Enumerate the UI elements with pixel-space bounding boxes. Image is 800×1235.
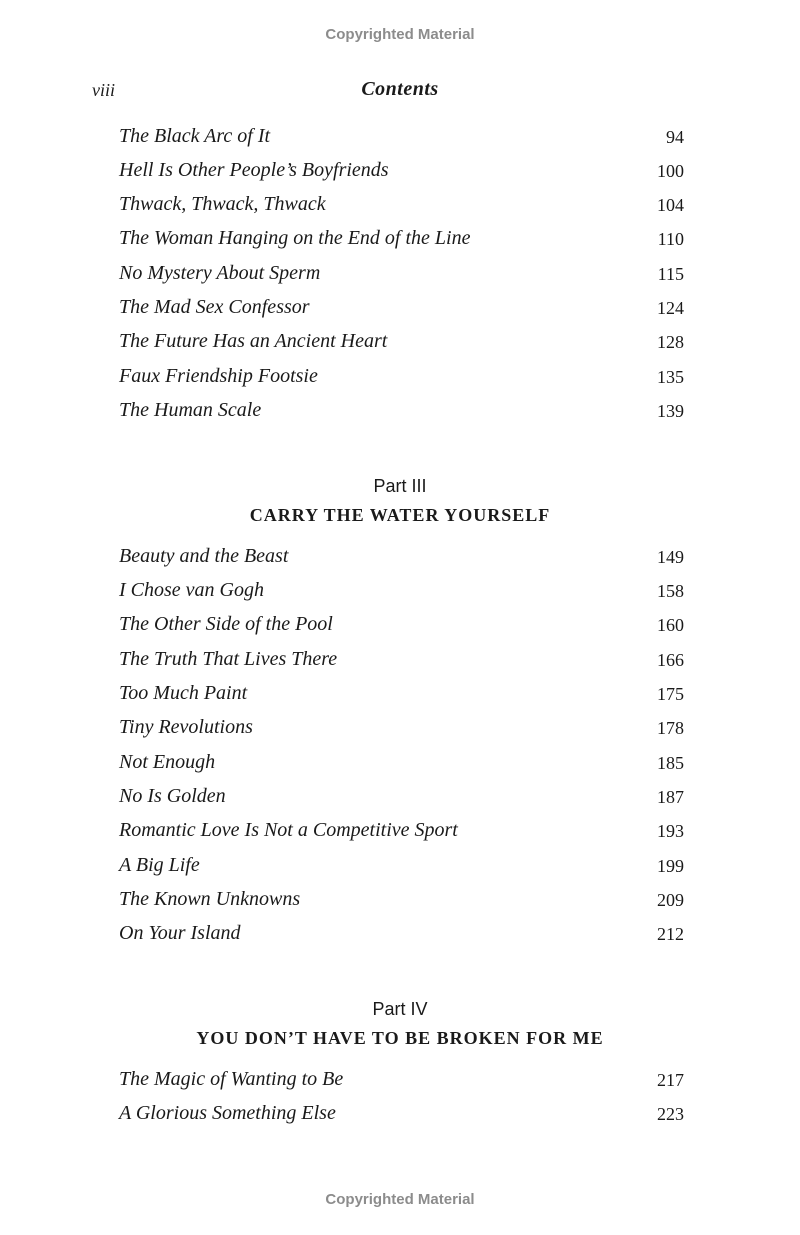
toc-entry-page: 139 — [657, 401, 684, 421]
part-label: Part III — [373, 476, 427, 496]
toc-entry — [119, 682, 684, 712]
running-head: Contents — [361, 78, 439, 100]
toc-entry-title: The Black Arc of It — [119, 125, 271, 147]
toc-entry-title: On Your Island — [119, 922, 241, 944]
toc-entry-page: 115 — [657, 264, 684, 284]
toc-entry-page: 104 — [657, 195, 684, 215]
toc-entry-title: Not Enough — [119, 751, 216, 773]
toc-entry-page: 178 — [657, 718, 684, 738]
toc-entry-title: The Known Unknowns — [119, 888, 301, 910]
toc-entry — [119, 819, 684, 849]
toc-entry-page: 209 — [657, 890, 684, 910]
toc-entry — [119, 888, 684, 918]
toc-entry-page: 128 — [657, 332, 684, 352]
toc-entry-page: 212 — [657, 924, 684, 944]
toc-entry — [119, 648, 684, 678]
toc-entry-title: A Glorious Something Else — [119, 1102, 336, 1124]
toc-entry — [119, 854, 684, 884]
toc-entry — [119, 193, 684, 223]
toc-entry-page: 110 — [657, 229, 684, 249]
toc-entry-page: 175 — [657, 684, 684, 704]
toc-entry-title: Hell Is Other People’s Boyfriends — [119, 159, 389, 181]
toc-entry — [119, 330, 684, 360]
page-number-folio: viii — [92, 80, 115, 100]
toc-entry-title: The Woman Hanging on the End of the Line — [119, 227, 471, 249]
toc-entry-page: 217 — [657, 1070, 684, 1090]
toc-entry-page: 94 — [666, 127, 684, 147]
toc-entry-page: 187 — [657, 787, 684, 807]
toc-entry — [119, 227, 684, 257]
copyright-watermark-top: Copyrighted Material — [325, 26, 475, 43]
toc-entry-page: 158 — [657, 581, 684, 601]
toc-entry — [119, 579, 684, 609]
toc-entry — [119, 751, 684, 781]
toc-entry-title: The Magic of Wanting to Be — [119, 1068, 344, 1090]
toc-entry-title: No Mystery About Sperm — [119, 262, 321, 284]
toc-entry-title: Thwack, Thwack, Thwack — [119, 193, 326, 215]
toc-entry — [119, 1068, 684, 1098]
toc-entry — [119, 365, 684, 395]
part-title: YOU DON’T HAVE TO BE BROKEN FOR ME — [196, 1028, 604, 1048]
toc-entry-title: The Mad Sex Confessor — [119, 296, 310, 318]
toc-entry-page: 199 — [657, 856, 684, 876]
toc-entry-page: 135 — [657, 367, 684, 387]
toc-entry-title: Romantic Love Is Not a Competitive Sport — [119, 819, 458, 841]
toc-entry — [119, 545, 684, 575]
toc-entry-page: 193 — [657, 821, 684, 841]
toc-entry — [119, 785, 684, 815]
toc-entry — [119, 399, 684, 429]
toc-entry — [119, 296, 684, 326]
toc-entry-title: Faux Friendship Footsie — [119, 365, 318, 387]
toc-entry-page: 166 — [657, 650, 684, 670]
toc-entry-title: The Other Side of the Pool — [119, 613, 333, 635]
toc-entry-title: No Is Golden — [119, 785, 226, 807]
toc-entry-title: Too Much Paint — [119, 682, 248, 704]
copyright-watermark-bottom: Copyrighted Material — [325, 1191, 475, 1208]
toc-entry-title: The Future Has an Ancient Heart — [119, 330, 388, 352]
toc-entry-title: The Truth That Lives There — [119, 648, 338, 670]
toc-entry — [119, 125, 684, 155]
toc-entry — [119, 262, 684, 292]
toc-entry-title: Tiny Revolutions — [119, 716, 253, 738]
toc-entry-title: The Human Scale — [119, 399, 262, 421]
toc-entry-title: A Big Life — [119, 854, 200, 876]
toc-entry-page: 160 — [657, 615, 684, 635]
toc-entry-page: 149 — [657, 547, 684, 567]
toc-entry — [119, 922, 684, 952]
toc-entry-page: 100 — [657, 161, 684, 181]
toc-entry — [119, 1102, 684, 1132]
toc-entry-page: 185 — [657, 753, 684, 773]
toc-entry-title: Beauty and the Beast — [119, 545, 289, 567]
part-label: Part IV — [372, 999, 428, 1019]
toc-entry-page: 223 — [657, 1104, 684, 1124]
toc-entry-title: I Chose van Gogh — [119, 579, 264, 601]
toc-entry-page: 124 — [657, 298, 684, 318]
part-title: CARRY THE WATER YOURSELF — [249, 505, 551, 525]
toc-entry — [119, 716, 684, 746]
toc-entry — [119, 159, 684, 189]
toc-entry — [119, 613, 684, 643]
